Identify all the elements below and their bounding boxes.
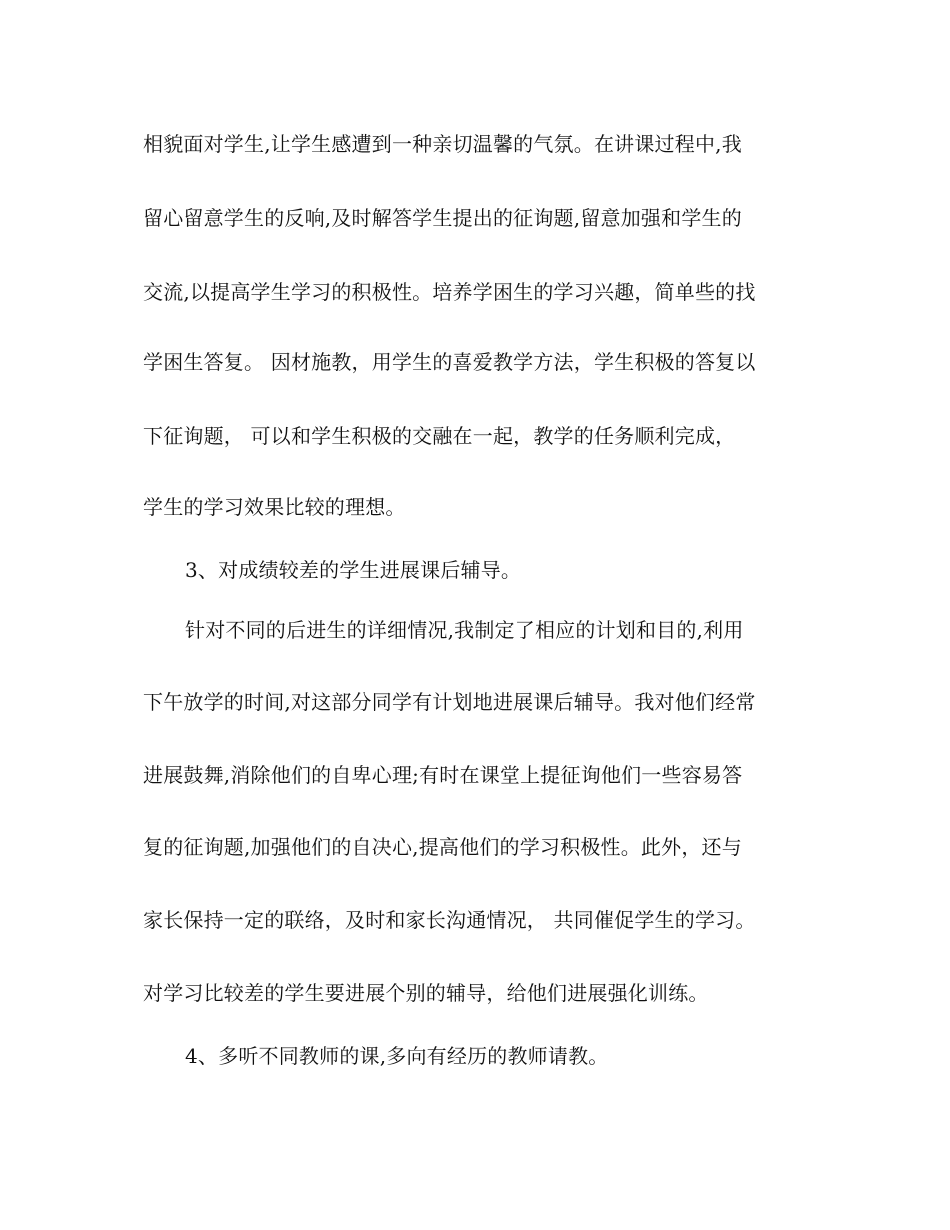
paragraph-line: 相貌面对学生,让学生感遭到一种亲切温馨的气氛。在讲课过程中,我: [143, 132, 742, 156]
paragraph-line: 学生的学习效果比较的理想。: [143, 495, 406, 519]
paragraph-line: 学困生答复。 因材施教，用学生的喜爱教学方法，学生积极的答复以: [143, 350, 756, 374]
paragraph-line: 家长保持一定的联络，及时和家长沟通情况， 共同催促学生的学习。: [143, 908, 756, 932]
section-heading: 4、多听不同教师的课,多向有经历的教师请教。: [185, 1044, 609, 1068]
paragraph-line: 复的征询题,加强他们的自决心,提高他们的学习积极性。此外，还与: [143, 835, 742, 859]
paragraph-line: 交流,以提高学生学习的积极性。培养学困生的学习兴趣，简单些的找: [143, 280, 756, 304]
paragraph-line: 对学习比较差的学生要进展个别的辅导，给他们进展强化训练。: [143, 981, 709, 1005]
paragraph-line: 下午放学的时间,对这部分同学有计划地进展课后辅导。我对他们经常: [143, 690, 756, 714]
paragraph-line: 留心留意学生的反响,及时解答学生提出的征询题,留意加强和学生的: [143, 206, 742, 230]
paragraph-line: 针对不同的后进生的详细情况,我制定了相应的计划和目的,利用: [185, 618, 744, 642]
paragraph-line: 下征询题， 可以和学生积极的交融在一起，教学的任务顺利完成，: [143, 424, 736, 448]
paragraph-line: 进展鼓舞,消除他们的自卑心理;有时在课堂上提征询他们一些容易答: [143, 763, 743, 787]
section-heading: 3、对成绩较差的学生进展课后辅导。: [185, 558, 522, 582]
